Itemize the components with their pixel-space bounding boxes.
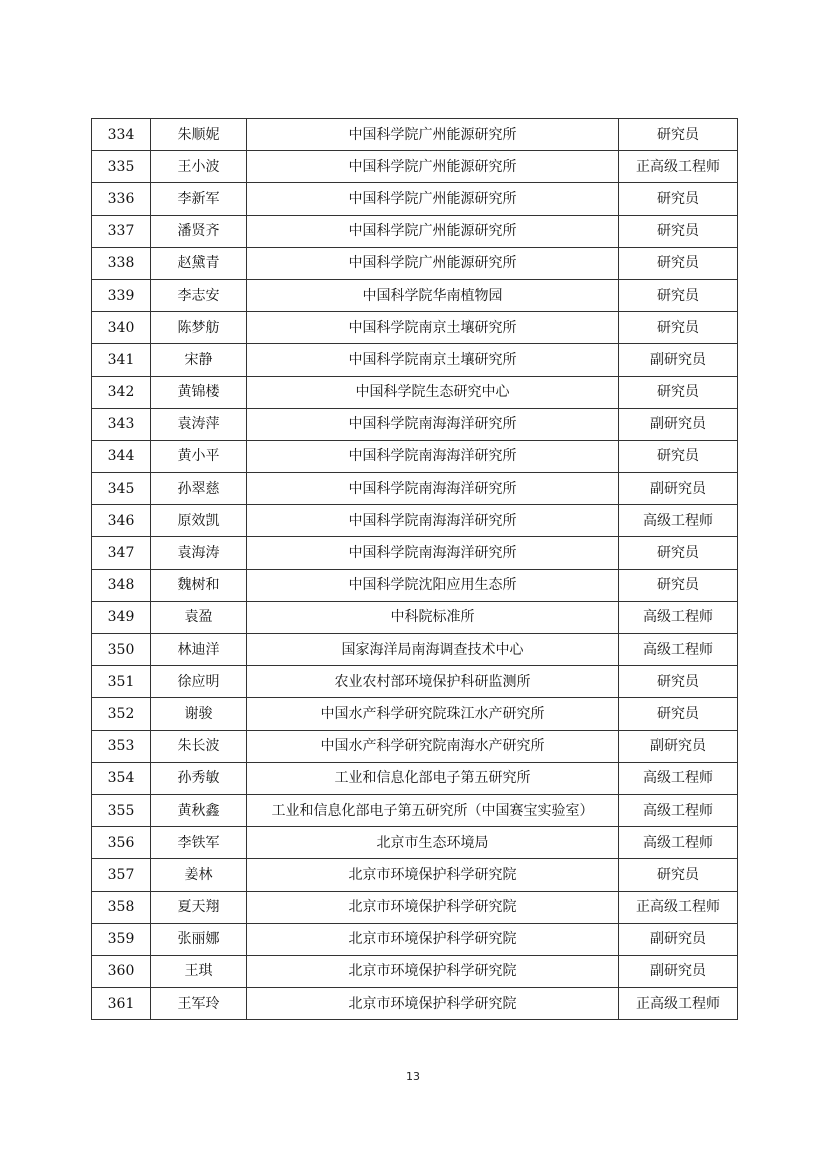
expert-roster-table <box>91 118 738 1020</box>
organization-cell: 国家海洋局南海调查技术中心 <box>247 634 619 666</box>
job-title-cell: 研究员 <box>619 376 738 408</box>
table-row <box>92 119 738 151</box>
name-cell: 原效凯 <box>151 505 247 537</box>
organization-cell: 中国科学院广州能源研究所 <box>247 119 619 151</box>
name-cell: 李铁军 <box>151 827 247 859</box>
job-title-cell: 研究员 <box>619 183 738 215</box>
job-title-cell: 高级工程师 <box>619 762 738 794</box>
name-cell: 赵黛青 <box>151 247 247 279</box>
organization-cell: 中国科学院南海海洋研究所 <box>247 408 619 440</box>
organization-cell: 北京市环境保护科学研究院 <box>247 923 619 955</box>
job-title-cell: 研究员 <box>619 215 738 247</box>
job-title-cell: 研究员 <box>619 119 738 151</box>
table-row <box>92 569 738 601</box>
organization-cell: 中国科学院南京土壤研究所 <box>247 344 619 376</box>
table-row <box>92 923 738 955</box>
organization-cell: 中国科学院广州能源研究所 <box>247 151 619 183</box>
name-cell: 黄秋鑫 <box>151 794 247 826</box>
roster-table-body <box>92 119 738 1020</box>
row-number-cell: 335 <box>92 151 151 183</box>
job-title-cell: 高级工程师 <box>619 601 738 633</box>
row-number-cell: 351 <box>92 666 151 698</box>
table-row <box>92 891 738 923</box>
row-number-cell: 346 <box>92 505 151 537</box>
organization-cell: 中国科学院南海海洋研究所 <box>247 505 619 537</box>
job-title-cell: 高级工程师 <box>619 505 738 537</box>
name-cell: 黄小平 <box>151 440 247 472</box>
job-title-cell: 研究员 <box>619 279 738 311</box>
row-number-cell: 336 <box>92 183 151 215</box>
table-row <box>92 666 738 698</box>
table-row <box>92 537 738 569</box>
row-number-cell: 357 <box>92 859 151 891</box>
organization-cell: 中国水产科学研究院南海水产研究所 <box>247 730 619 762</box>
organization-cell: 中国科学院南京土壤研究所 <box>247 312 619 344</box>
table-row <box>92 183 738 215</box>
name-cell: 王小波 <box>151 151 247 183</box>
name-cell: 袁盈 <box>151 601 247 633</box>
job-title-cell: 正高级工程师 <box>619 151 738 183</box>
job-title-cell: 副研究员 <box>619 955 738 987</box>
table-row <box>92 601 738 633</box>
job-title-cell: 副研究员 <box>619 730 738 762</box>
row-number-cell: 352 <box>92 698 151 730</box>
job-title-cell: 高级工程师 <box>619 827 738 859</box>
table-row <box>92 408 738 440</box>
organization-cell: 中国科学院华南植物园 <box>247 279 619 311</box>
row-number-cell: 359 <box>92 923 151 955</box>
job-title-cell: 高级工程师 <box>619 634 738 666</box>
table-row <box>92 988 738 1020</box>
table-row <box>92 344 738 376</box>
table-row <box>92 505 738 537</box>
name-cell: 魏树和 <box>151 569 247 601</box>
row-number-cell: 348 <box>92 569 151 601</box>
row-number-cell: 338 <box>92 247 151 279</box>
organization-cell: 北京市环境保护科学研究院 <box>247 891 619 923</box>
row-number-cell: 344 <box>92 440 151 472</box>
job-title-cell: 研究员 <box>619 666 738 698</box>
organization-cell: 中国科学院沈阳应用生态所 <box>247 569 619 601</box>
organization-cell: 中国水产科学研究院珠江水产研究所 <box>247 698 619 730</box>
table-row <box>92 151 738 183</box>
name-cell: 李志安 <box>151 279 247 311</box>
job-title-cell: 副研究员 <box>619 473 738 505</box>
table-row <box>92 859 738 891</box>
name-cell: 谢骏 <box>151 698 247 730</box>
row-number-cell: 342 <box>92 376 151 408</box>
job-title-cell: 副研究员 <box>619 344 738 376</box>
name-cell: 宋静 <box>151 344 247 376</box>
name-cell: 姜林 <box>151 859 247 891</box>
row-number-cell: 358 <box>92 891 151 923</box>
row-number-cell: 343 <box>92 408 151 440</box>
job-title-cell: 正高级工程师 <box>619 988 738 1020</box>
name-cell: 王军玲 <box>151 988 247 1020</box>
row-number-cell: 356 <box>92 827 151 859</box>
organization-cell: 中国科学院南海海洋研究所 <box>247 537 619 569</box>
job-title-cell: 研究员 <box>619 569 738 601</box>
name-cell: 王琪 <box>151 955 247 987</box>
row-number-cell: 347 <box>92 537 151 569</box>
table-row <box>92 312 738 344</box>
organization-cell: 中国科学院生态研究中心 <box>247 376 619 408</box>
name-cell: 陈梦舫 <box>151 312 247 344</box>
table-row <box>92 247 738 279</box>
row-number-cell: 354 <box>92 762 151 794</box>
table-row <box>92 794 738 826</box>
row-number-cell: 360 <box>92 955 151 987</box>
organization-cell: 中国科学院南海海洋研究所 <box>247 440 619 472</box>
row-number-cell: 340 <box>92 312 151 344</box>
page-number: 13 <box>406 1070 420 1083</box>
row-number-cell: 339 <box>92 279 151 311</box>
row-number-cell: 361 <box>92 988 151 1020</box>
job-title-cell: 正高级工程师 <box>619 891 738 923</box>
organization-cell: 中国科学院广州能源研究所 <box>247 215 619 247</box>
row-number-cell: 341 <box>92 344 151 376</box>
table-row <box>92 762 738 794</box>
name-cell: 张丽娜 <box>151 923 247 955</box>
name-cell: 袁涛萍 <box>151 408 247 440</box>
name-cell: 黄锦楼 <box>151 376 247 408</box>
job-title-cell: 副研究员 <box>619 923 738 955</box>
job-title-cell: 研究员 <box>619 698 738 730</box>
table-row <box>92 634 738 666</box>
name-cell: 孙秀敏 <box>151 762 247 794</box>
name-cell: 潘贤齐 <box>151 215 247 247</box>
organization-cell: 中国科学院南海海洋研究所 <box>247 473 619 505</box>
name-cell: 袁海涛 <box>151 537 247 569</box>
organization-cell: 中科院标准所 <box>247 601 619 633</box>
job-title-cell: 研究员 <box>619 440 738 472</box>
row-number-cell: 353 <box>92 730 151 762</box>
job-title-cell: 研究员 <box>619 312 738 344</box>
name-cell: 朱长波 <box>151 730 247 762</box>
job-title-cell: 副研究员 <box>619 408 738 440</box>
row-number-cell: 355 <box>92 794 151 826</box>
name-cell: 林迪洋 <box>151 634 247 666</box>
job-title-cell: 高级工程师 <box>619 794 738 826</box>
name-cell: 徐应明 <box>151 666 247 698</box>
organization-cell: 北京市环境保护科学研究院 <box>247 988 619 1020</box>
row-number-cell: 350 <box>92 634 151 666</box>
organization-cell: 北京市环境保护科学研究院 <box>247 859 619 891</box>
organization-cell: 北京市生态环境局 <box>247 827 619 859</box>
job-title-cell: 研究员 <box>619 537 738 569</box>
row-number-cell: 337 <box>92 215 151 247</box>
job-title-cell: 研究员 <box>619 247 738 279</box>
table-row <box>92 955 738 987</box>
organization-cell: 农业农村部环境保护科研监测所 <box>247 666 619 698</box>
table-row <box>92 376 738 408</box>
table-row <box>92 730 738 762</box>
name-cell: 夏天翔 <box>151 891 247 923</box>
table-row <box>92 440 738 472</box>
row-number-cell: 349 <box>92 601 151 633</box>
table-row <box>92 827 738 859</box>
row-number-cell: 345 <box>92 473 151 505</box>
organization-cell: 中国科学院广州能源研究所 <box>247 183 619 215</box>
organization-cell: 中国科学院广州能源研究所 <box>247 247 619 279</box>
table-row <box>92 698 738 730</box>
organization-cell: 北京市环境保护科学研究院 <box>247 955 619 987</box>
table-row <box>92 473 738 505</box>
name-cell: 李新军 <box>151 183 247 215</box>
name-cell: 朱顺妮 <box>151 119 247 151</box>
row-number-cell: 334 <box>92 119 151 151</box>
table-row <box>92 215 738 247</box>
organization-cell: 工业和信息化部电子第五研究所（中国赛宝实验室） <box>247 794 619 826</box>
job-title-cell: 研究员 <box>619 859 738 891</box>
table-row <box>92 279 738 311</box>
organization-cell: 工业和信息化部电子第五研究所 <box>247 762 619 794</box>
name-cell: 孙翠慈 <box>151 473 247 505</box>
